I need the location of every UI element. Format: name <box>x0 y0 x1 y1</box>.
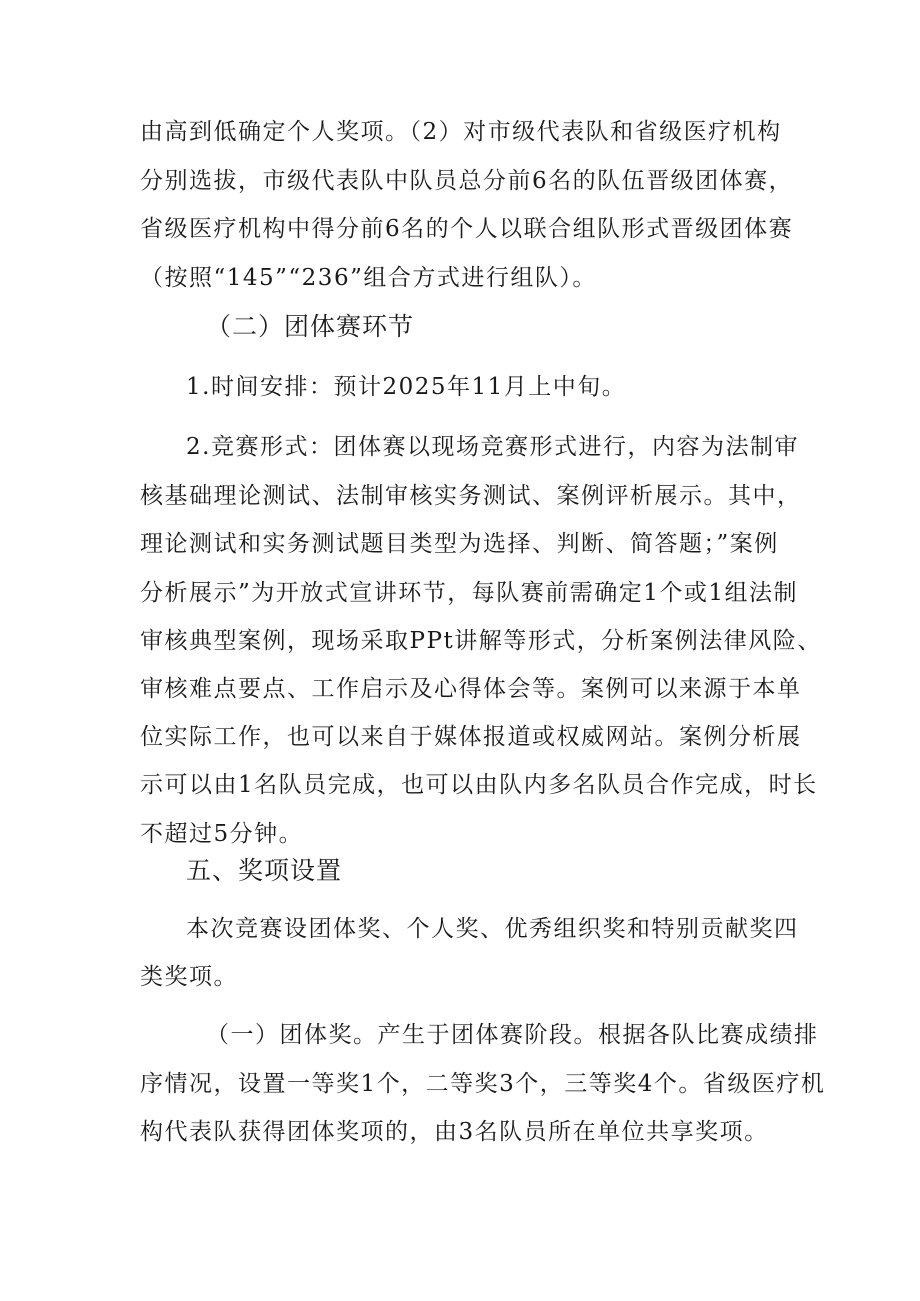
paragraph-line: （按照“145”“236”组合方式进行组队）。 <box>140 265 597 291</box>
paragraph-line: 构代表队获得团体奖项的，由3名队员所在单位共享奖项。 <box>140 1119 769 1145</box>
paragraph-line: 不超过5分钟。 <box>140 821 304 847</box>
paragraph-line: 审核典型案例，现场采取PPt讲解等形式，分析案例法律风险、 <box>140 628 822 654</box>
paragraph-line: 1.时间安排：预计2025年11月上中旬。 <box>186 374 627 400</box>
section-heading: （二）团体赛环节 <box>206 312 415 341</box>
paragraph-line: 类奖项。 <box>140 964 238 990</box>
paragraph-line: 2.竞赛形式：团体赛以现场竞赛形式进行，内容为法制审 <box>186 434 799 460</box>
paragraph-line: 分别选拔，市级代表队中队员总分前6名的队伍晋级团体赛， <box>140 168 794 194</box>
paragraph-line: （一）团体奖。产生于团体赛阶段。根据各队比赛成绩排 <box>206 1022 819 1048</box>
section-heading: 五、奖项设置 <box>186 856 343 885</box>
paragraph-line: 审核难点要点、工作启示及心得体会等。案例可以来源于本单 <box>140 676 802 702</box>
paragraph-line: 理论测试和实务测试题目类型为选择、判断、简答题；”案例 <box>140 531 779 557</box>
paragraph-line: 分析展示”为开放式宣讲环节，每队赛前需确定1个或1组法制 <box>140 580 799 606</box>
paragraph-line: 核基础理论测试、法制审核实务测试、案例评析展示。其中， <box>140 483 802 509</box>
paragraph-line: 由高到低确定个人奖项。（2）对市级代表队和省级医疗机构 <box>140 119 782 145</box>
paragraph-line: 省级医疗机构中得分前6名的个人以联合组队形式晋级团体赛 <box>140 216 794 242</box>
paragraph-line: 示可以由1名队员完成，也可以由队内多名队员合作完成，时长 <box>140 772 818 798</box>
paragraph-line: 序情况，设置一等奖1个，二等奖3个，三等奖4个。省级医疗机 <box>140 1071 826 1097</box>
paragraph-line: 本次竞赛设团体奖、个人奖、优秀组织奖和特别贡献奖四 <box>186 916 799 942</box>
paragraph-line: 位实际工作，也可以来自于媒体报道或权威网站。案例分析展 <box>140 724 802 750</box>
